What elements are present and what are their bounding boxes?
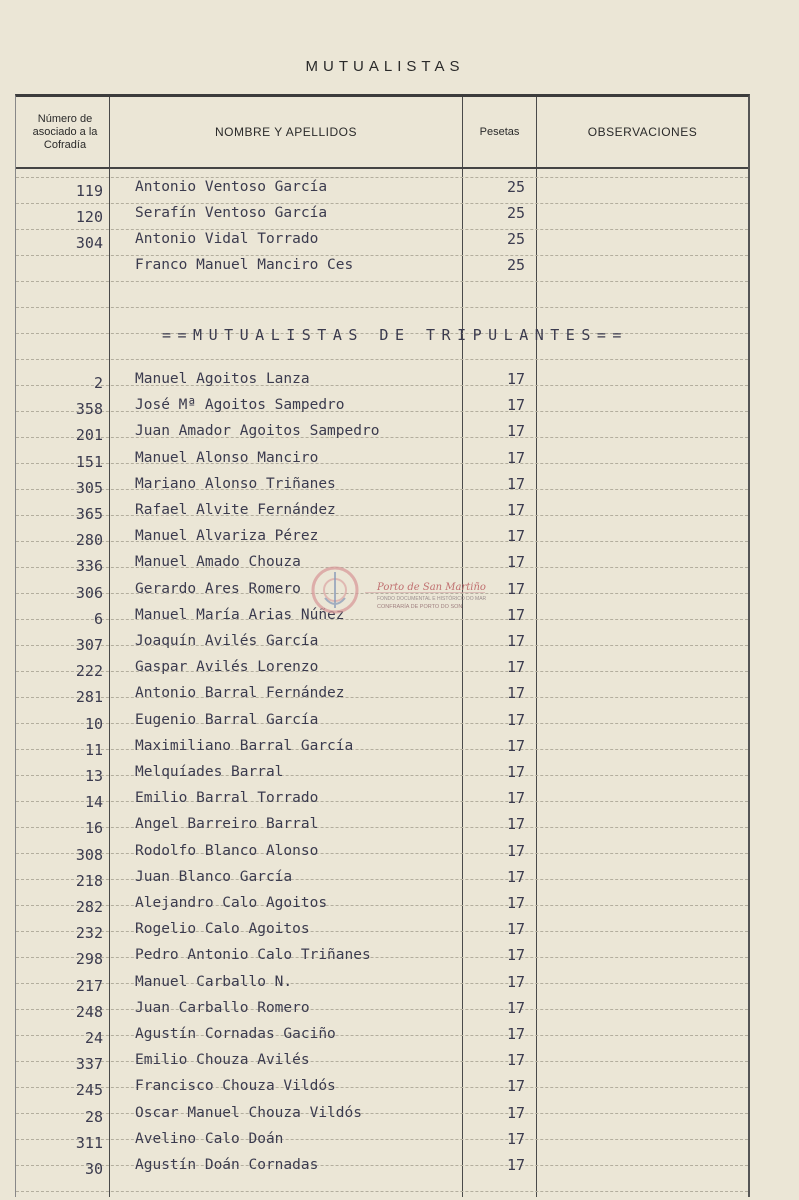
member-number: 10 bbox=[84, 714, 103, 733]
list-item bbox=[15, 370, 747, 396]
list-item bbox=[15, 422, 747, 448]
member-name: Antonio Ventoso García bbox=[135, 179, 328, 195]
member-name: Gaspar Avilés Lorenzo bbox=[135, 659, 319, 676]
list-item bbox=[15, 256, 747, 282]
list-item bbox=[15, 1104, 747, 1130]
pesetas-value: 17 bbox=[507, 1129, 526, 1148]
list-item bbox=[15, 684, 747, 710]
member-number: 308 bbox=[75, 845, 103, 864]
pesetas-value: 25 bbox=[507, 204, 526, 222]
pesetas-value: 17 bbox=[507, 710, 526, 729]
member-name: Rodolfo Blanco Alonso bbox=[135, 842, 319, 859]
member-name: Francisco Chouza Vildós bbox=[135, 1078, 336, 1095]
member-number: 281 bbox=[75, 688, 103, 707]
member-number: 14 bbox=[84, 793, 103, 812]
member-name: Agustín Doán Cornadas bbox=[135, 1157, 319, 1173]
ruled-line bbox=[16, 307, 748, 308]
list-item bbox=[15, 973, 747, 999]
list-item bbox=[15, 842, 747, 868]
list-item bbox=[15, 815, 747, 841]
member-name: Eugenio Barral García bbox=[135, 711, 319, 728]
member-name: Juan Carballo Romero bbox=[135, 999, 310, 1016]
list-item bbox=[15, 1077, 747, 1103]
list-item bbox=[15, 501, 747, 527]
member-name: Manuel Agoitos Lanza bbox=[135, 371, 310, 387]
pesetas-value: 17 bbox=[507, 1025, 526, 1043]
member-name: Manuel Alvariza Pérez bbox=[135, 528, 319, 545]
member-name: Maximiliano Barral García bbox=[135, 737, 354, 754]
stamp-line-2: CONFRARÍA DE PORTO DO SON bbox=[377, 604, 463, 610]
pesetas-value: 17 bbox=[507, 894, 526, 912]
pesetas-value: 17 bbox=[507, 632, 526, 650]
member-number: 24 bbox=[84, 1029, 103, 1047]
pesetas-value: 17 bbox=[507, 736, 526, 755]
stamp-line-1: FONDO DOCUMENTAL E HISTÓRICO DO MAR bbox=[377, 596, 487, 602]
pesetas-value: 17 bbox=[507, 946, 526, 965]
member-name: Juan Amador Agoitos Sampedro bbox=[135, 423, 380, 440]
header-nombre: NOMBRE Y APELLIDOS bbox=[215, 125, 357, 139]
member-number: 217 bbox=[75, 976, 103, 995]
member-number: 232 bbox=[75, 924, 103, 943]
member-number: 305 bbox=[75, 478, 103, 497]
page-title: MUTUALISTAS bbox=[305, 58, 465, 75]
member-name: Antonio Barral Fernández bbox=[135, 685, 345, 702]
list-item bbox=[15, 999, 747, 1025]
header-pesetas: Pesetas bbox=[479, 126, 520, 138]
member-number: 201 bbox=[75, 426, 103, 445]
member-name: Emilio Chouza Avilés bbox=[135, 1052, 310, 1069]
member-number: 30 bbox=[84, 1160, 103, 1178]
member-name: Rogelio Calo Agoitos bbox=[135, 921, 310, 938]
pesetas-value: 17 bbox=[507, 396, 526, 415]
list-item bbox=[15, 230, 747, 256]
member-number: 11 bbox=[84, 740, 103, 759]
member-name: Gerardo Ares Romero bbox=[135, 580, 301, 597]
member-number: 13 bbox=[84, 767, 103, 785]
pesetas-value: 25 bbox=[507, 230, 526, 248]
member-number: 222 bbox=[75, 662, 103, 681]
list-item bbox=[15, 1156, 747, 1182]
stamp-title: Porto de San Martiño bbox=[377, 582, 486, 593]
list-item bbox=[15, 920, 747, 946]
member-name: Emilio Barral Torrado bbox=[135, 790, 319, 807]
list-item bbox=[15, 204, 747, 230]
pesetas-value: 17 bbox=[507, 815, 526, 834]
pesetas-value: 17 bbox=[507, 789, 526, 808]
member-number: 6 bbox=[93, 609, 103, 628]
member-name: Angel Barreiro Barral bbox=[135, 816, 319, 833]
member-number: 2 bbox=[93, 374, 103, 392]
member-number: 358 bbox=[75, 400, 103, 419]
pesetas-value: 25 bbox=[507, 178, 526, 196]
list-item bbox=[15, 894, 747, 920]
member-name: Joaquín Avilés García bbox=[135, 633, 319, 649]
archive-stamp bbox=[305, 560, 495, 620]
list-item bbox=[15, 527, 747, 553]
member-name: Manuel Amado Chouza bbox=[135, 554, 301, 571]
pesetas-value: 17 bbox=[507, 1156, 526, 1174]
pesetas-value: 17 bbox=[507, 448, 526, 467]
member-name: José Mª Agoitos Sampedro bbox=[135, 397, 345, 414]
pesetas-value: 17 bbox=[507, 501, 526, 519]
member-name: Juan Blanco García bbox=[135, 868, 293, 885]
list-item bbox=[15, 1051, 747, 1077]
list-item bbox=[15, 449, 747, 475]
member-name: Melquíades Barral bbox=[135, 764, 284, 780]
header-divider bbox=[16, 167, 748, 169]
pesetas-value: 17 bbox=[507, 658, 526, 677]
pesetas-value: 17 bbox=[507, 867, 526, 886]
member-name: Rafael Alvite Fernández bbox=[135, 502, 336, 518]
list-item bbox=[15, 1130, 747, 1156]
member-name: Manuel María Arias Núñez bbox=[135, 606, 345, 623]
member-number: 218 bbox=[75, 871, 103, 890]
pesetas-value: 17 bbox=[507, 1051, 526, 1070]
pesetas-value: 17 bbox=[507, 1103, 526, 1122]
section-banner: ==MUTUALISTAS DE TRIPULANTES== bbox=[162, 326, 628, 344]
list-item bbox=[15, 737, 747, 763]
member-number: 306 bbox=[75, 583, 103, 602]
pesetas-value: 17 bbox=[507, 579, 526, 598]
member-name: Alejandro Calo Agoitos bbox=[135, 895, 328, 911]
list-item bbox=[15, 178, 747, 204]
pesetas-value: 17 bbox=[507, 763, 526, 781]
member-name: Pedro Antonio Calo Triñanes bbox=[135, 947, 371, 964]
member-number: 311 bbox=[75, 1133, 103, 1152]
ruled-line bbox=[16, 359, 748, 360]
member-number: 298 bbox=[75, 950, 103, 969]
list-item bbox=[15, 396, 747, 422]
pesetas-value: 17 bbox=[507, 684, 526, 703]
member-number: 336 bbox=[75, 557, 103, 576]
member-name: Mariano Alonso Triñanes bbox=[135, 475, 336, 492]
list-item bbox=[15, 763, 747, 789]
pesetas-value: 17 bbox=[507, 370, 526, 388]
member-number: 307 bbox=[75, 636, 103, 654]
list-item bbox=[15, 1025, 747, 1051]
member-name: Serafín Ventoso García bbox=[135, 205, 328, 221]
member-number: 248 bbox=[75, 1002, 103, 1021]
pesetas-value: 17 bbox=[507, 553, 526, 572]
list-item bbox=[15, 789, 747, 815]
member-number: 337 bbox=[75, 1055, 103, 1074]
pesetas-value: 17 bbox=[507, 972, 526, 991]
member-number: 304 bbox=[75, 234, 103, 252]
pesetas-value: 17 bbox=[507, 474, 526, 493]
list-item bbox=[15, 868, 747, 894]
pesetas-value: 25 bbox=[507, 256, 526, 274]
member-name: Oscar Manuel Chouza Vildós bbox=[135, 1104, 362, 1121]
pesetas-value: 17 bbox=[507, 527, 526, 546]
pesetas-value: 17 bbox=[507, 998, 526, 1017]
member-name: Antonio Vidal Torrado bbox=[135, 231, 319, 247]
list-item bbox=[15, 632, 747, 658]
member-number: 120 bbox=[75, 208, 103, 226]
pesetas-value: 17 bbox=[507, 422, 526, 441]
list-item bbox=[15, 658, 747, 684]
member-number: 280 bbox=[75, 531, 103, 550]
member-name: Franco Manuel Manciro Ces bbox=[135, 257, 354, 273]
list-item bbox=[15, 475, 747, 501]
member-number: 119 bbox=[75, 182, 103, 200]
member-name: Agustín Cornadas Gaciño bbox=[135, 1026, 336, 1042]
list-item bbox=[15, 711, 747, 737]
list-item bbox=[15, 946, 747, 972]
header-observaciones: OBSERVACIONES bbox=[587, 125, 698, 139]
ruled-line bbox=[16, 1191, 748, 1192]
member-number: 282 bbox=[75, 898, 103, 916]
member-number: 16 bbox=[84, 819, 103, 838]
member-number: 365 bbox=[75, 505, 103, 523]
pesetas-value: 17 bbox=[507, 1077, 526, 1096]
pesetas-value: 17 bbox=[507, 841, 526, 860]
header-numero: Número de asociado a la Cofradía bbox=[32, 112, 98, 151]
member-number: 28 bbox=[84, 1107, 103, 1126]
member-number: 151 bbox=[75, 452, 103, 471]
member-name: Manuel Alonso Manciro bbox=[135, 449, 319, 466]
member-number: 245 bbox=[75, 1081, 103, 1100]
pesetas-value: 17 bbox=[507, 605, 526, 624]
pesetas-value: 17 bbox=[507, 920, 526, 939]
member-name: Manuel Carballo N. bbox=[135, 973, 293, 990]
member-name: Avelino Calo Doán bbox=[135, 1130, 284, 1147]
